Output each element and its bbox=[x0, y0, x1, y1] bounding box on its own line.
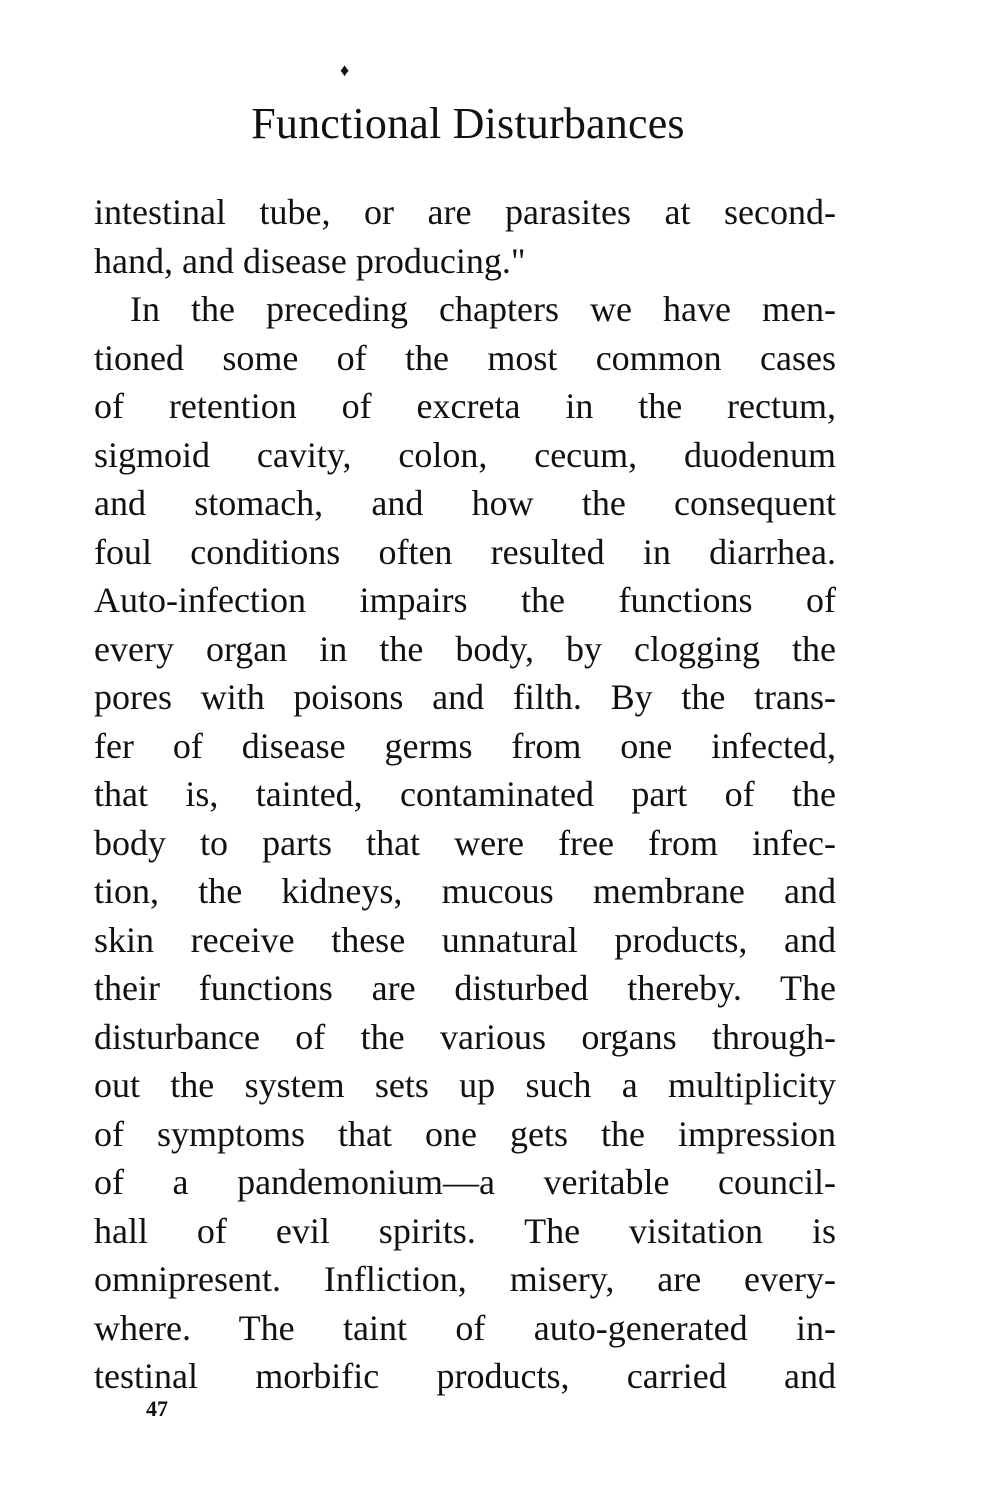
text-line: pores with poisons and filth. By the trans- bbox=[94, 677, 836, 717]
text-line: omnipresent. Infliction, misery, are every- bbox=[94, 1259, 836, 1299]
text-line: hand, and disease producing." bbox=[94, 240, 526, 281]
body-text bbox=[94, 188, 836, 1401]
text-line: their functions are disturbed thereby. The bbox=[94, 968, 836, 1008]
text-line: tioned some of the most common cases bbox=[94, 337, 836, 378]
text-line: fer of disease germs from one infected, bbox=[94, 725, 836, 766]
diamond-ornament-icon: ♦ bbox=[340, 60, 350, 80]
text-line: testinal morbific products, carried and bbox=[94, 1356, 836, 1396]
text-line: body to parts that were free from infec- bbox=[94, 822, 836, 863]
text-line: out the system sets up such a multiplicity bbox=[94, 1065, 836, 1105]
text-line: every organ in the body, by clogging the bbox=[94, 628, 836, 669]
running-head-title: Functional Disturbances bbox=[251, 99, 685, 148]
text-line: hall of evil spirits. The visitation is bbox=[94, 1210, 836, 1251]
text-line: and stomach, and how the consequent bbox=[94, 483, 836, 523]
text-line: Auto-infection impairs the functions of bbox=[94, 580, 836, 620]
text-line: In the preceding chapters we have men- bbox=[130, 289, 836, 329]
text-line: that is, tainted, contaminated part of the bbox=[94, 774, 836, 814]
text-line: intestinal tube, or are parasites at second- bbox=[94, 192, 836, 232]
text-line: foul conditions often resulted in diarrhea. bbox=[94, 531, 836, 572]
text-line: tion, the kidneys, mucous membrane and bbox=[94, 871, 836, 911]
text-line: sigmoid cavity, colon, cecum, duodenum bbox=[94, 434, 836, 475]
text-line: where. The taint of auto-generated in- bbox=[94, 1307, 836, 1348]
text-line: skin receive these unnatural products, and bbox=[94, 919, 836, 960]
text-line: of retention of excreta in the rectum, bbox=[94, 386, 836, 426]
text-line: disturbance of the various organs through- bbox=[94, 1016, 836, 1057]
text-line: of a pandemonium—a veritable council- bbox=[94, 1162, 836, 1202]
page-number: 47 bbox=[146, 1396, 168, 1421]
text-line: of symptoms that one gets the impression bbox=[94, 1113, 836, 1154]
